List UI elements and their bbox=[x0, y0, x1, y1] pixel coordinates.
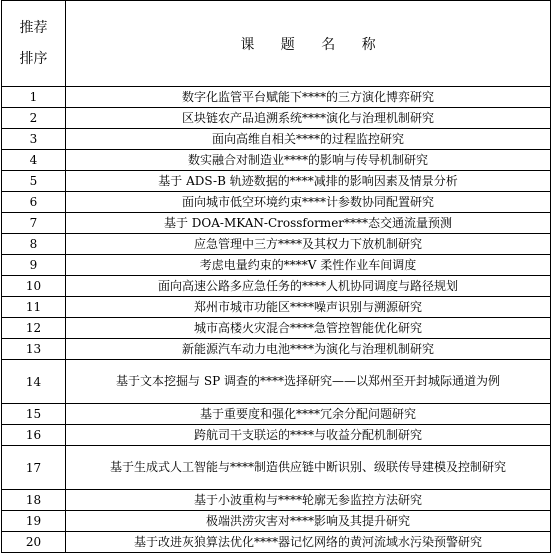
table-row bbox=[2, 511, 551, 532]
project-title-cell: 基于重要度和强化****冗余分配问题研究 bbox=[66, 404, 551, 425]
project-title-cell: 新能源汽车动力电池****为演化与治理机制研究 bbox=[66, 339, 551, 360]
rank-cell: 19 bbox=[2, 511, 66, 532]
table-body bbox=[2, 87, 551, 553]
rank-cell: 16 bbox=[2, 425, 66, 446]
rank-cell: 15 bbox=[2, 404, 66, 425]
table-row bbox=[2, 87, 551, 108]
table-row bbox=[2, 108, 551, 129]
table-row bbox=[2, 297, 551, 318]
table-row bbox=[2, 171, 551, 192]
title-column-header bbox=[66, 1, 551, 87]
rank-cell: 4 bbox=[2, 150, 66, 171]
title-header-label: 课 题 名 称 bbox=[240, 36, 376, 53]
project-title-cell: 基于文本挖掘与 SP 调查的****选择研究——以郑州至开封城际通道为例 bbox=[66, 360, 551, 404]
table-row bbox=[2, 150, 551, 171]
rank-cell: 12 bbox=[2, 318, 66, 339]
rank-column-header bbox=[2, 1, 66, 87]
rank-cell: 14 bbox=[2, 360, 66, 404]
rank-cell: 9 bbox=[2, 255, 66, 276]
rank-cell: 20 bbox=[2, 532, 66, 553]
project-title-cell: 基于小波重构与****轮廓无参监控方法研究 bbox=[66, 490, 551, 511]
table-row bbox=[2, 255, 551, 276]
rank-cell: 7 bbox=[2, 213, 66, 234]
table-row bbox=[2, 360, 551, 404]
rank-cell: 10 bbox=[2, 276, 66, 297]
project-title-cell: 基于 DOA-MKAN-Crossformer****态交通流量预测 bbox=[66, 213, 551, 234]
project-title-cell: 城市高楼火灾混合****急管控智能优化研究 bbox=[66, 318, 551, 339]
ranking-table bbox=[1, 0, 551, 553]
project-title-cell: 面向高维自相关****的过程监控研究 bbox=[66, 129, 551, 150]
project-title-cell: 跨航司干支联运的****与收益分配机制研究 bbox=[66, 425, 551, 446]
table-row bbox=[2, 446, 551, 490]
rank-cell: 3 bbox=[2, 129, 66, 150]
table-row bbox=[2, 276, 551, 297]
table-row bbox=[2, 129, 551, 150]
project-title-cell: 基于生成式人工智能与****制造供应链中断识别、级联传导建模及控制研究 bbox=[66, 446, 551, 490]
rank-header-line-2: 排序 bbox=[19, 50, 48, 67]
table-row bbox=[2, 404, 551, 425]
rank-cell: 11 bbox=[2, 297, 66, 318]
project-title-cell: 区块链农产品追溯系统****演化与治理机制研究 bbox=[66, 108, 551, 129]
rank-cell: 2 bbox=[2, 108, 66, 129]
table-row bbox=[2, 339, 551, 360]
rank-cell: 8 bbox=[2, 234, 66, 255]
project-title-cell: 数实融合对制造业****的影响与传导机制研究 bbox=[66, 150, 551, 171]
rank-header-line-1: 推荐 bbox=[19, 19, 48, 36]
project-title-cell: 基于 ADS-B 轨迹数据的****减排的影响因素及情景分析 bbox=[66, 171, 551, 192]
table-header-row bbox=[2, 1, 551, 87]
rank-cell: 17 bbox=[2, 446, 66, 490]
project-title-cell: 极端洪涝灾害对****影响及其提升研究 bbox=[66, 511, 551, 532]
table-row bbox=[2, 532, 551, 553]
rank-cell: 13 bbox=[2, 339, 66, 360]
project-title-cell: 面向城市低空环境约束****计参数协同配置研究 bbox=[66, 192, 551, 213]
project-title-cell: 郑州市城市功能区****噪声识别与溯源研究 bbox=[66, 297, 551, 318]
table-row bbox=[2, 192, 551, 213]
project-title-cell: 考虑电量约束的****V 柔性作业车间调度 bbox=[66, 255, 551, 276]
project-title-cell: 数字化监管平台赋能下****的三方演化博弈研究 bbox=[66, 87, 551, 108]
rank-cell: 6 bbox=[2, 192, 66, 213]
rank-cell: 1 bbox=[2, 87, 66, 108]
table-row bbox=[2, 490, 551, 511]
table-row bbox=[2, 318, 551, 339]
table-row bbox=[2, 234, 551, 255]
project-title-cell: 基于改进灰狼算法优化****器记忆网络的黄河流域水污染预警研究 bbox=[66, 532, 551, 553]
rank-cell: 18 bbox=[2, 490, 66, 511]
table-row bbox=[2, 425, 551, 446]
rank-cell: 5 bbox=[2, 171, 66, 192]
project-title-cell: 面向高速公路多应急任务的****人机协同调度与路径规划 bbox=[66, 276, 551, 297]
table-row bbox=[2, 213, 551, 234]
project-title-cell: 应急管理中三方****及其权力下放机制研究 bbox=[66, 234, 551, 255]
